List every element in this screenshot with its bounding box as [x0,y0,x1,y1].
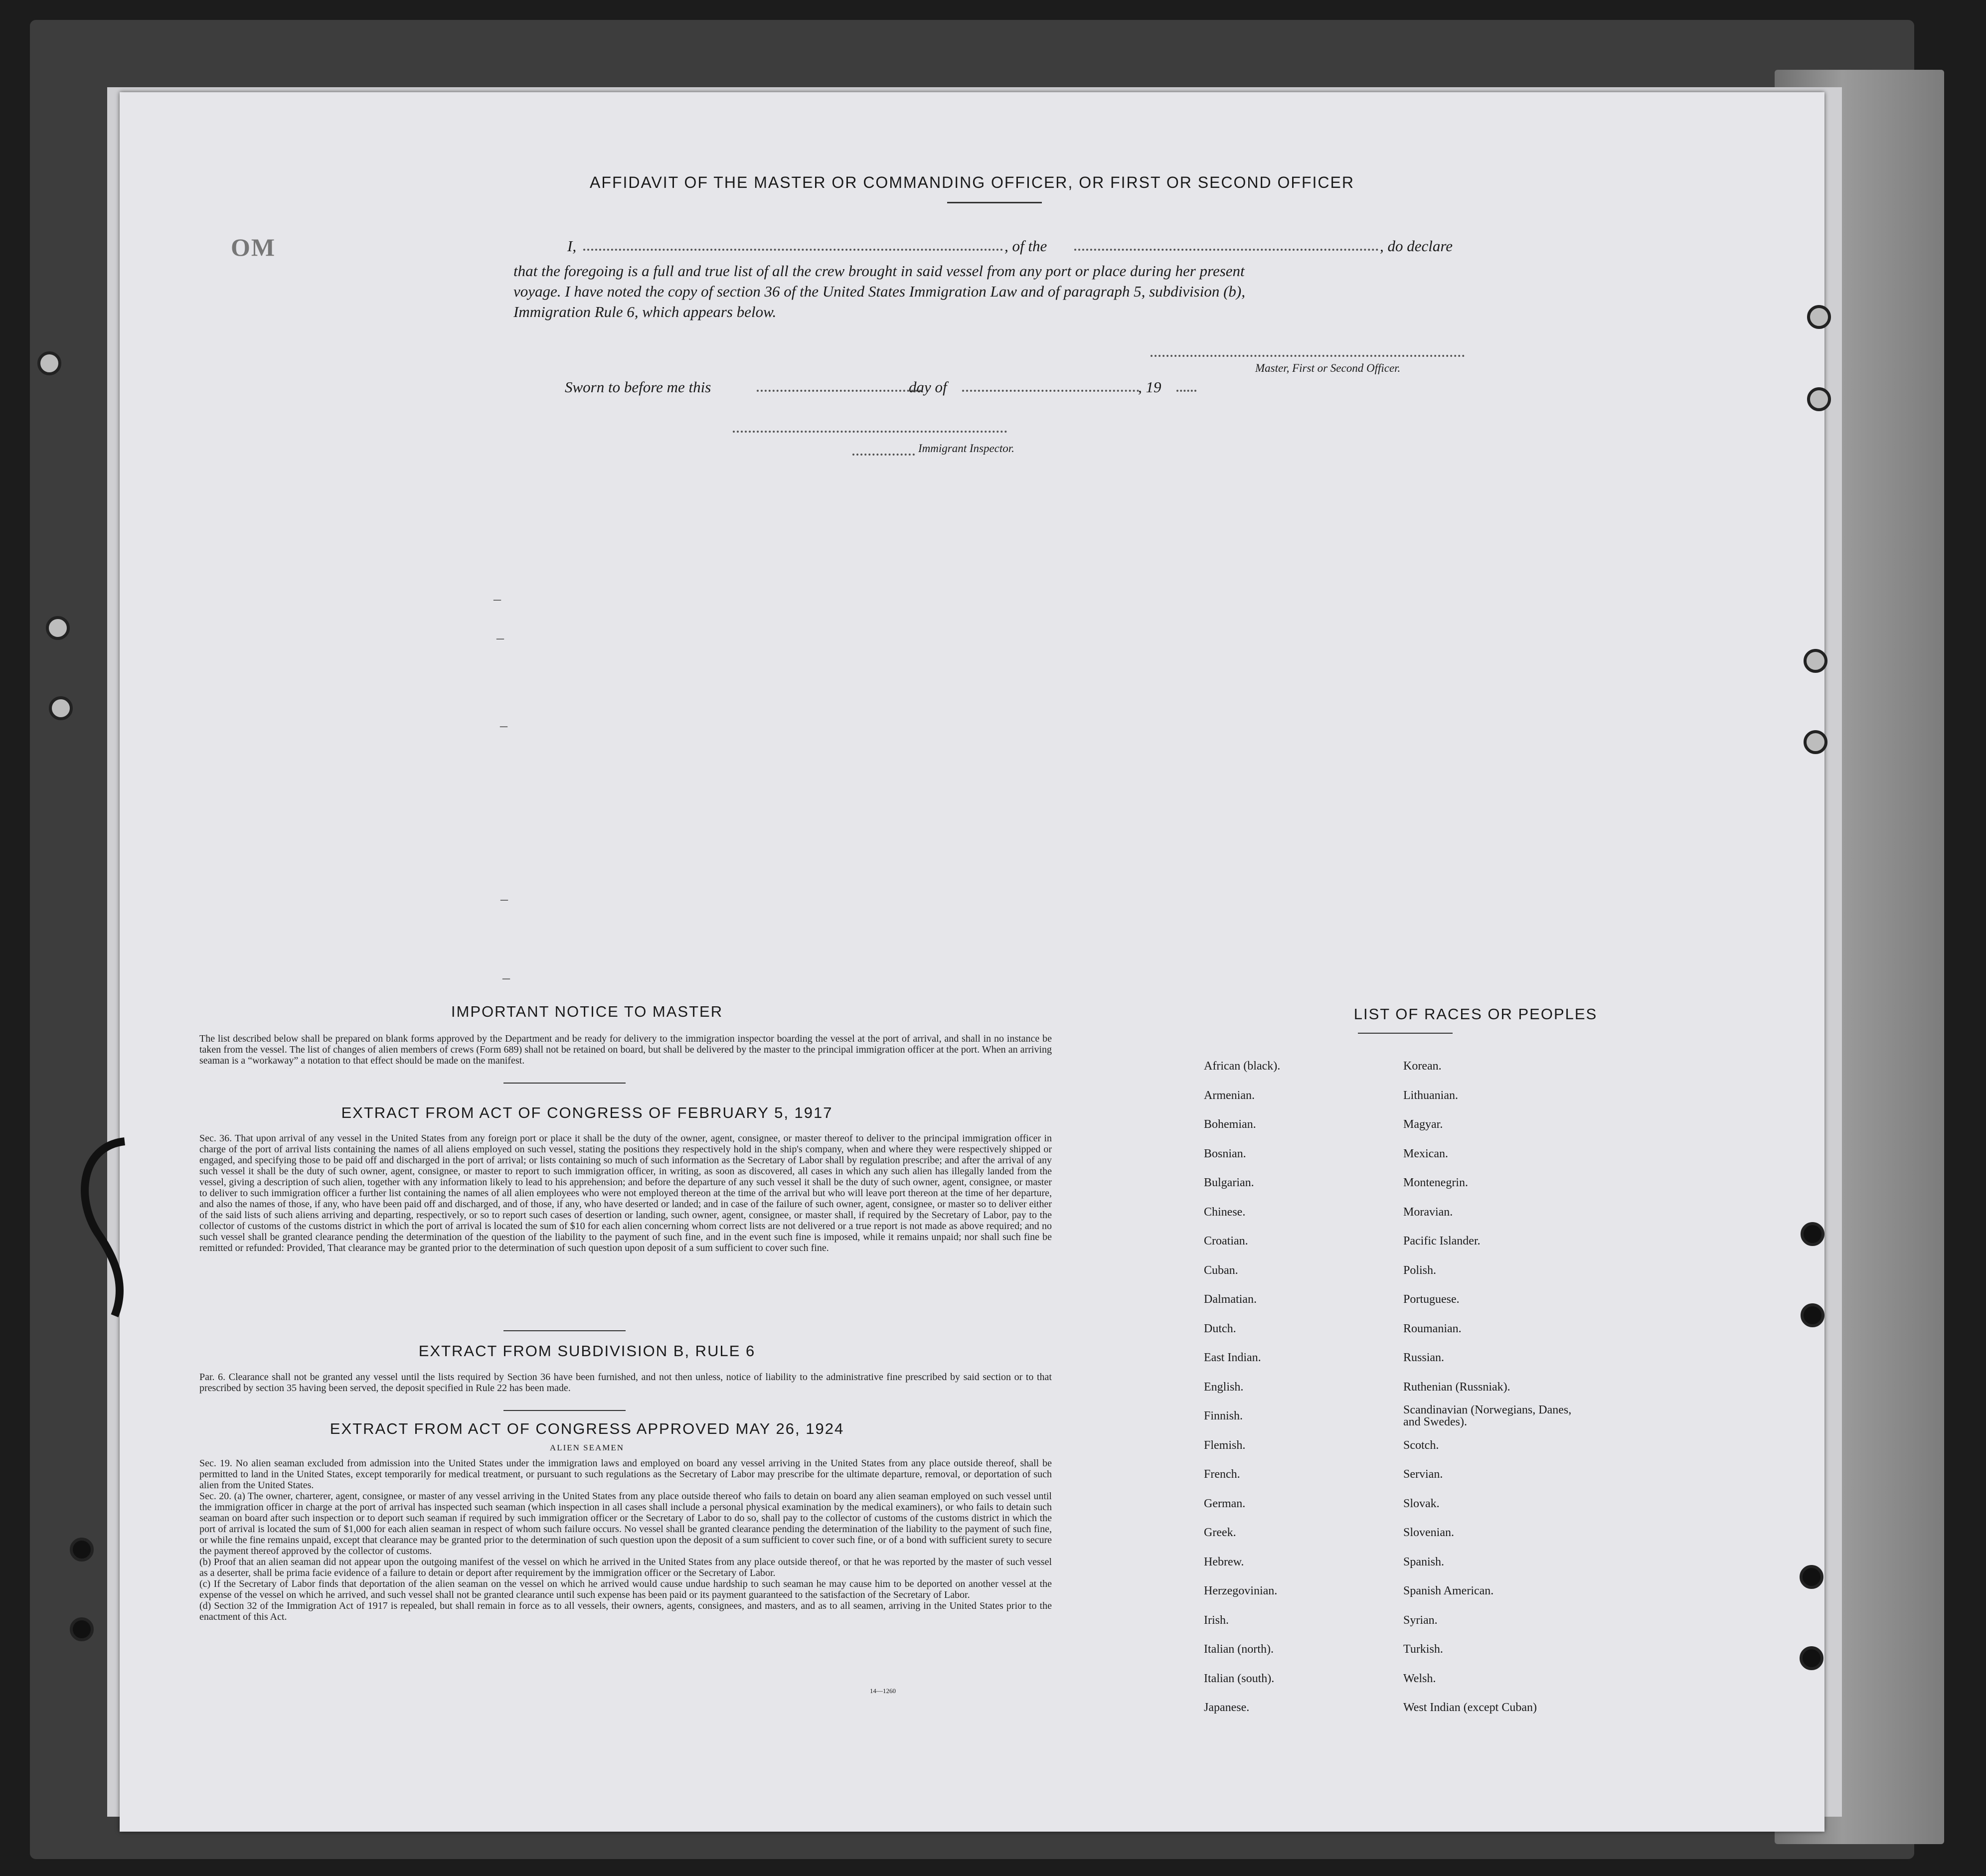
race-item: Flemish. [1204,1438,1246,1452]
race-item: Ruthenian (Russniak). [1403,1380,1510,1394]
affidavit-line-3: voyage. I have noted the copy of section 36 of the United States Immigration Law and of paragraph 5, subdivision (b), [513,283,1245,300]
sworn-month-blank [962,390,1139,392]
extract-1924-p3: (b) Proof that an alien seaman did not appear upon the outgoing manifest of the vessel on which he arrived in the United States from any place outside thereof, or that he was reported by the master of such vessel as a deserter, shall be prima facie evidence of a failure to detain or deport after requirement by the immigration officer or the Secretary of Labor. [199,1557,1052,1578]
extract-rule6-body: Par. 6. Clearance shall not be granted any vessel until the lists required by Section 36 have been furnished, and not then unless, notice of liability to the administrative fine prescribed by said section or to that prescribed by section 35 having been served, the deposit specified in Rule 22 has been made. [199,1372,1052,1394]
races-left-column [1204,1052,1280,1722]
stamp-number: OM [231,233,276,261]
race-item: Scandinavian (Norwegians, Danes, and Swedes). [1403,1404,1572,1428]
races-title-rule [1358,1033,1453,1034]
race-item: Croatian. [1204,1235,1248,1248]
race-item: Spanish. [1403,1555,1445,1568]
binder-hole [37,351,61,375]
race-item: Armenian. [1204,1089,1255,1102]
race-item: Japanese. [1204,1701,1250,1714]
binder-hole [1800,1565,1823,1589]
margin-dash: – [500,717,507,734]
binder-hole [1804,649,1827,673]
race-item: Syrian. [1403,1613,1438,1627]
binder-hole [46,616,70,640]
race-item: German. [1204,1497,1246,1510]
alien-seamen-subtitle: ALIEN SEAMEN [549,1443,625,1452]
form-number: 14—1260 [870,1687,896,1695]
sworn-prefix: Sworn to before me this [565,378,711,396]
notice-title: IMPORTANT NOTICE TO MASTER [451,1003,723,1020]
margin-dash: – [500,891,508,907]
master-label: Master, First or Second Officer. [1255,362,1401,374]
affidavit-of-the: , of the [1004,237,1047,255]
notice-body: The list described below shall be prepared on blank forms approved by the Department and be ready for delivery to the immigration inspector boarding the vessel at the port of arrival, and shall in no instance be taken from the vessel. The list of changes of alien members of crews (Form 689) shall not be retained on board, but shall be delivered by the master to the principal immigration officer at the port. When an arriving seaman is a “workaway” a notation to that effect should be made on the manifest. [199,1033,1052,1066]
race-item: Welsh. [1403,1672,1436,1685]
race-item: French. [1204,1468,1240,1481]
inspector-blank [852,454,915,456]
race-item: Greek. [1204,1526,1236,1539]
race-item: Polish. [1403,1263,1437,1277]
race-item: Italian (south). [1204,1672,1275,1685]
binder-cord [70,1131,140,1321]
race-item: African (black). [1204,1060,1281,1073]
affidavit-line-4: Immigration Rule 6, which appears below. [513,303,777,320]
race-item: Cuban. [1204,1263,1238,1277]
race-item: English. [1204,1380,1244,1394]
binder-hole [1807,305,1831,329]
document-page [120,92,1824,1832]
sworn-year: , 19 [1138,378,1161,396]
signature-blank [1151,355,1465,357]
race-item: Magyar. [1403,1118,1443,1131]
title-rule [947,202,1042,203]
sworn-year-blank [1176,390,1196,392]
margin-dash: – [496,629,504,646]
race-item: Dutch. [1204,1322,1236,1335]
binder-hole [49,696,73,720]
affidavit-title: AFFIDAVIT OF THE MASTER OR COMMANDING OFFICER, OR FIRST OR SECOND OFFICER [590,173,1354,191]
extract-1924-body [199,1458,1052,1622]
extract-1924-p5: (d) Section 32 of the Immigration Act of 1917 is repealed, but shall remain in force as to all vessels, their owners, agents, consignees, and masters, and as to all seamen, arriving in the United States prior to the enactment of this Act. [199,1600,1052,1622]
race-item: Servian. [1403,1468,1443,1481]
affidavit-i: I, [567,237,577,255]
race-item: Italian (north). [1204,1643,1274,1656]
extract-1917-body: Sec. 36. That upon arrival of any vessel in the United States from any foreign port or place it shall be the duty of the owner, agent, consignee, or master thereof to deliver to the principal immigration officer in charge of the port of arrival lists containing the names of all aliens employed on such vessel, stating the positions they respectively hold in the ship's company, when and where they were respectively shipped or engaged, and specifying those to be paid off and discharged in the port of arrival; or lists containing so much of such information as the Secretary of Labor shall by regulation prescribe; and after the arrival of any such vessel it shall be the duty of such owner, agent, consignee, or master to report to such immigration officer, in writing, as soon as discovered, all cases in which any such alien has illegally landed from the vessel, giving a description of such alien, together with any information likely to lead to his apprehension; and before the departure of any such vessel it shall be the duty of such owner, agent, consignee, or master to deliver to such immigration officer a further list containing the names of all alien employees who were not employed thereon at the time of the arrival but who will leave port thereon at the time of her departure, and also the names of those, if any, who have been paid off and discharged, and of those, if any, who have deserted or landed; and in case of the failure of such owner, agent, consignee, or master so to deliver either of the said lists of such aliens arriving and departing, respectively, or so to report such cases of desertion or landing, such owner, agent, consignee, or master shall, if required by the Secretary of Labor, pay to the collector of customs of the customs district in which the port of arrival is located the sum of $10 for each alien concerning whom correct lists are not delivered or a true report is not made as above required; and no such vessel shall be granted clearance pending the determination of the question of the liability to the payment of such fine, and in the event such fine is imposed, while it remains unpaid; nor shall such fine be remitted or refunded: Provided, That clearance may be granted prior to the determination of such question upon deposit of a sum sufficient to cover such fine. [199,1133,1052,1253]
section-rule [503,1330,626,1331]
binder-hole [70,1617,94,1641]
extract-1917-title: EXTRACT FROM ACT OF CONGRESS OF FEBRUARY 5, 1917 [341,1104,833,1121]
race-item: Korean. [1403,1060,1442,1073]
vessel-blank [1074,249,1378,251]
sworn-day-of: day of [909,378,947,396]
race-item: Bosnian. [1204,1147,1246,1160]
binder-hole [70,1538,94,1562]
name-blank [583,249,1003,251]
race-item: Pacific Islander. [1403,1235,1481,1248]
race-item: Portuguese. [1403,1293,1460,1306]
race-item: Chinese. [1204,1205,1246,1219]
extract-1924-title: EXTRACT FROM ACT OF CONGRESS APPROVED MAY 26, 1924 [330,1420,844,1437]
section-rule [503,1410,626,1411]
extract-1924-p4: (c) If the Secretary of Labor finds that deportation of the alien seaman on the vessel on which he arrived would cause undue hardship to such seaman he may cause him to be deported on another vessel at the expense of the vessel on which he arrived, and such vessel shall not be granted clearance until such expense has been paid or its payment guaranteed to the satisfaction of the Secretary of Labor. [199,1578,1052,1600]
affidavit-do-declare: , do declare [1380,237,1453,255]
binder-hole [1807,387,1831,411]
section-rule [503,1083,626,1084]
race-item: Herzegovinian. [1204,1584,1278,1597]
binder-hole [1801,1222,1824,1246]
race-item: East Indian. [1204,1351,1261,1364]
race-item: Moravian. [1403,1205,1453,1219]
race-item: Slovenian. [1403,1526,1454,1539]
margin-dash: – [494,591,501,607]
extract-1924-p1: Sec. 19. No alien seaman excluded from admission into the United States under the immigration laws and employed on board any vessel arriving in the United States from any place outside thereof, shall be permitted to land in the United States, except temporarily for medical treatment, or pursuant to such regulations as the Secretary of Labor may prescribe for the ultimate departure, removal, or deportation of such alien from the United States. [199,1458,1052,1491]
race-item: Mexican. [1403,1147,1448,1160]
race-item: Roumanian. [1403,1322,1462,1335]
race-item: Slovak. [1403,1497,1440,1510]
race-item: Turkish. [1403,1643,1443,1656]
race-item: West Indian (except Cuban) [1403,1701,1537,1714]
race-item: Bohemian. [1204,1118,1256,1131]
race-item: Spanish American. [1403,1584,1494,1597]
race-item: Lithuanian. [1403,1089,1458,1102]
binder-hole [1801,1303,1824,1327]
inspector-label: Immigrant Inspector. [918,442,1014,455]
race-item: Russian. [1403,1351,1445,1364]
race-item: Scotch. [1403,1438,1439,1452]
inspector-signature-blank [733,431,1007,433]
race-item: Irish. [1204,1613,1229,1627]
binder-hole [1804,730,1827,754]
margin-dash: – [502,969,510,986]
affidavit-line-2: that the foregoing is a full and true list of all the crew brought in said vessel from any port or place during her present [513,262,1245,280]
extract-rule6-title: EXTRACT FROM SUBDIVISION B, RULE 6 [418,1342,756,1360]
race-item: Bulgarian. [1204,1176,1254,1189]
race-item: Montenegrin. [1403,1176,1468,1189]
sworn-day-blank [757,390,921,392]
races-right-column [1403,1052,1573,1722]
race-item: Finnish. [1204,1409,1243,1422]
binder-hole [1800,1646,1823,1670]
race-item: Dalmatian. [1204,1293,1257,1306]
races-title: LIST OF RACES OR PEOPLES [1353,1005,1598,1023]
race-item: Hebrew. [1204,1555,1244,1568]
extract-1924-p2: Sec. 20. (a) The owner, charterer, agent, consignee, or master of any vessel arriving in the United States from any place outside thereof who fails to detain on board any alien seaman employed on such vessel until the immigration officer in charge at the port of arrival has inspected such seaman (which inspection in all cases shall include a personal physical examination by the medical examiners), or who fails to detain such seaman on board after such inspection or to deport such seaman if required by such immigration officer or the Secretary of Labor to do so, shall pay to the collector of customs of the customs district in which the port of arrival is located the sum of $1,000 for each alien seaman in respect of whom such failure occurs. No vessel shall be granted clearance pending the determination of the liability to the payment of such fine, or while the fine remains unpaid, except that clearance may be granted prior to the determination of such question upon the deposit of a sum sufficient to cover such fine, or of a bond with sufficient surety to secure the payment thereof approved by the collector of customs. [199,1491,1052,1557]
